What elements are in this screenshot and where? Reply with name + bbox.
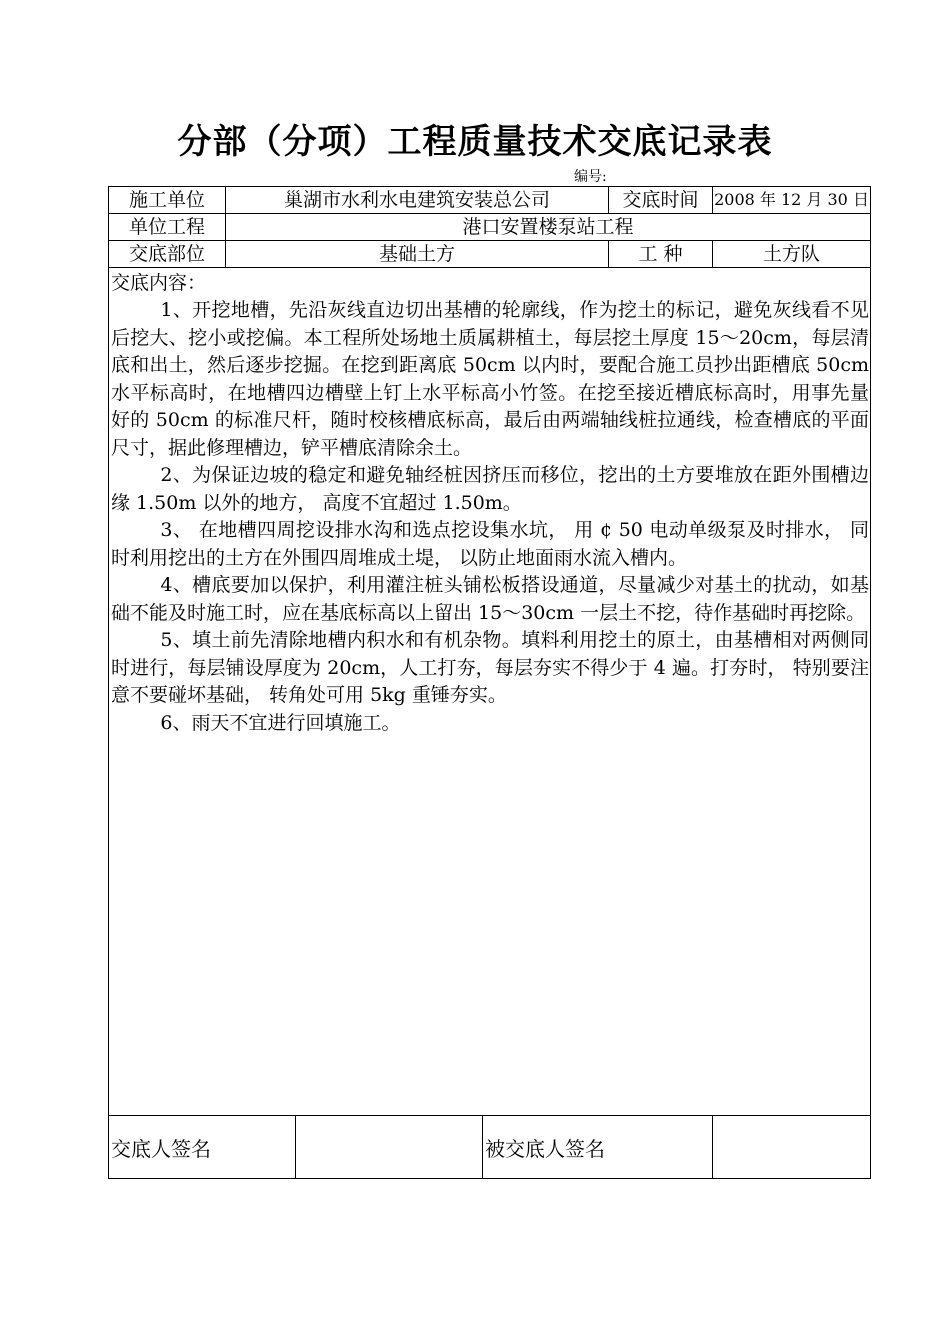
row-signatures — [109, 1116, 871, 1179]
construction-unit-value[interactable]: 巢湖市水利水电建筑安装总公司 — [226, 187, 609, 214]
handover-time-value[interactable]: 2008 年 12 月 30 日 — [713, 187, 871, 214]
content-paragraph-6: 6、雨天不宜进行回填施工。 — [160, 711, 401, 734]
handover-signer-field[interactable] — [296, 1116, 483, 1179]
unit-project-label: 单位工程 — [109, 214, 226, 241]
row-content — [109, 268, 871, 1116]
row-construction-unit — [109, 187, 871, 214]
work-type-label: 工 种 — [609, 241, 713, 268]
receiver-signer-field[interactable] — [713, 1116, 871, 1179]
handover-part-value[interactable]: 基础土方 — [226, 241, 609, 268]
row-unit-project — [109, 214, 871, 241]
unit-project-value[interactable]: 港口安置楼泵站工程 — [226, 214, 871, 241]
receiver-signer-label: 被交底人签名 — [483, 1116, 713, 1179]
content-paragraph-1: 1、开挖地槽，先沿灰线直边切出基槽的轮廓线，作为挖土的标记，避免灰线看不见后挖大、挖小或挖偏。本工程所处场地土质属耕植土，每层挖土厚度 15～20cm，每层清底和出土，然后逐步挖掘。在挖到距离底 50cm 以内时，要配合施工员抄出距槽底 50cm 水平标高时，在地槽四边槽壁上钉上水平标高小竹签。在挖至接近槽底标高时，用事先量好的 50cm 的标准尺杆，随时校核槽底标高，最后由两端轴线桩拉通线，检查槽底的平面尺寸，据此修理槽边，铲平槽底清除余土。 — [111, 299, 870, 459]
construction-unit-label: 施工单位 — [109, 187, 226, 214]
handover-record-table — [108, 186, 871, 1179]
page-title: 分部（分项）工程质量技术交底记录表 — [177, 122, 773, 162]
content-paragraph-5: 5、填土前先清除地槽内积水和有机杂物。填料利用挖土的原土，由基槽相对两侧同时进行，每层铺设厚度为 20cm，人工打夯，每层夯实不得少于 4 遍。打夯时， 特别要注意不要碰坏基础， 转角处可用 5kg 重锤夯实。 — [111, 629, 870, 706]
handover-content-cell[interactable] — [109, 268, 871, 1116]
work-type-value[interactable]: 土方队 — [713, 241, 871, 268]
handover-time-label: 交底时间 — [609, 187, 713, 214]
content-label: 交底内容： — [111, 272, 207, 294]
content-paragraph-3: 3、 在地槽四周挖设排水沟和选点挖设集水坑， 用 ¢ 50 电动单级泵及时排水， 同时利用挖出的土方在外围四周堆成土堤， 以防止地面雨水流入槽内。 — [111, 519, 870, 569]
content-paragraph-2: 2、为保证边坡的稳定和避免轴经桩因挤压而移位，挖出的土方要堆放在距外围槽边缘 1.50m 以外的地方， 高度不宜超过 1.50m。 — [111, 464, 870, 514]
document-number-label: 编号: — [574, 169, 607, 185]
handover-part-label: 交底部位 — [109, 241, 226, 268]
content-paragraph-4: 4、槽底要加以保护，利用灌注桩头铺松板搭设通道，尽量减少对基土的扰动，如基础不能及时施工时，应在基底标高以上留出 15～30cm 一层土不挖，待作基础时再挖除。 — [111, 574, 870, 624]
handover-signer-label: 交底人签名 — [109, 1116, 296, 1179]
row-handover-part — [109, 241, 871, 268]
